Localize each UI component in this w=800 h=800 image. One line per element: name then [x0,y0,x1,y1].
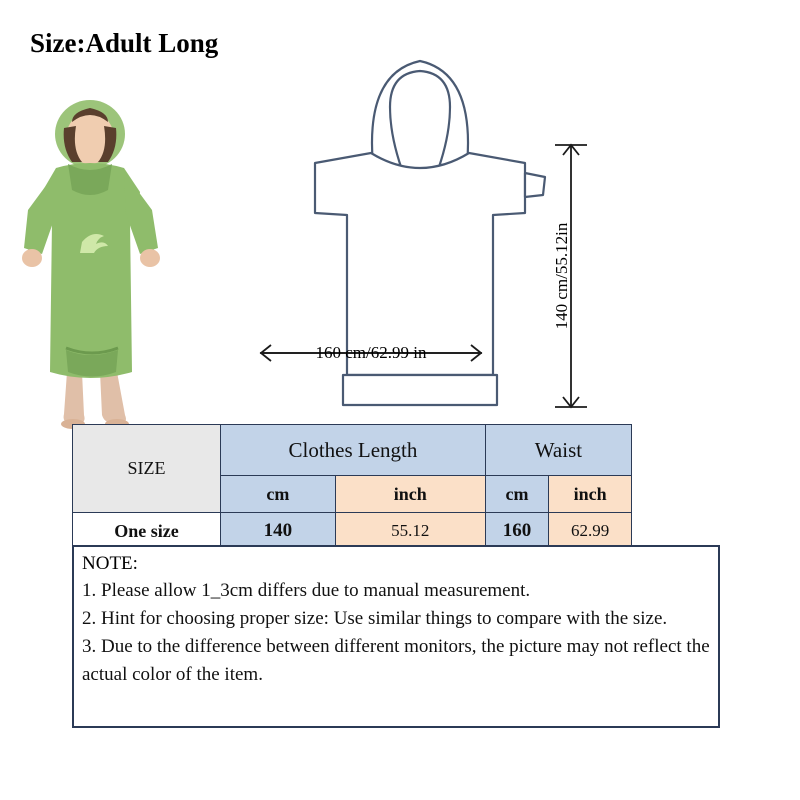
cell-waist-cm: 160 [485,513,548,550]
note-line-3: 3. Due to the difference between different monitors, the picture may not reflect the actual color of the item. [82,636,710,685]
header-waist: Waist [485,425,631,476]
size-table [72,424,632,550]
page-title: Size:Adult Long [30,28,219,58]
note-line-2: 2. Hint for choosing proper size: Use similar things to compare with the size. [82,608,668,629]
product-photo [12,72,172,432]
table-row [73,513,632,550]
table-header-row [73,425,632,476]
cell-length-cm: 140 [221,513,336,550]
width-dimension-label: 160 cm/62.99 in [315,343,427,362]
subheader-length-cm: cm [221,476,336,513]
header-clothes-length: Clothes Length [221,425,486,476]
height-dimension-label: 140 cm/55.12in [552,222,571,330]
cell-waist-inch: 62.99 [549,513,632,550]
subheader-waist-inch: inch [549,476,632,513]
cell-size: One size [73,513,221,550]
note-box [72,545,720,728]
subheader-length-inch: inch [335,476,485,513]
cell-length-inch: 55.12 [335,513,485,550]
note-line-1: 1. Please allow 1_3cm differs due to manual measurement. [82,580,531,601]
note-heading: NOTE: [82,553,138,574]
subheader-waist-cm: cm [485,476,548,513]
garment-diagram [175,45,675,435]
header-size: SIZE [73,425,221,513]
model-hood [55,100,125,168]
